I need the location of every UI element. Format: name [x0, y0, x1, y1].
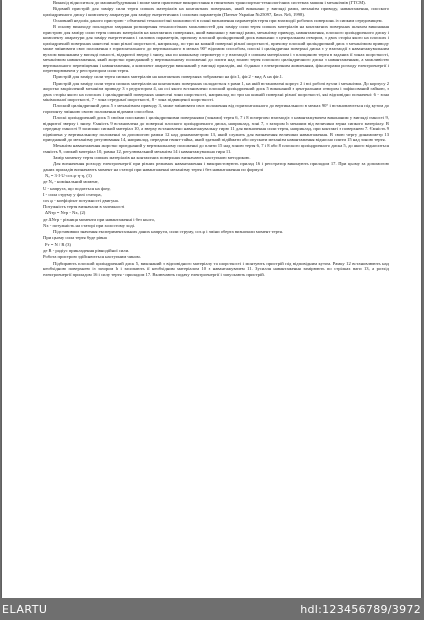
- paragraph: Пристрій для заміру сили тертя сипких матеріалів на контактних поверхнях зображено на фіг.1, фіг.2 - вид А на фіг.1.: [53, 74, 284, 80]
- paragraph: Винахід відноситься до машинобудування і може мати практичне використання в гвинтових транспортно-технологічних системах машин і механізмів (ГТСМ).: [53, 0, 366, 5]
- paragraph: U - напруга, що подається на фазу,: [43, 185, 111, 191]
- paragraph: Замір моменту тертя сипких матеріалів на контактних поверхнях визначають наступною методикою.: [53, 155, 251, 161]
- paragraph: де ΔNтр - різниця моменти при навантаженні і без нього,: [43, 216, 156, 222]
- paragraph: Підбирають плоский циліндричний диск 5, виконаний з відповідного матеріалу та шорсткості і монтують пристрій під відповідним кутом. Рамку 12 встановлюють над необхідною поверхнею із зазором h і засипають її необхідним матеріалом 10 з навантажувачем 11. Зусилля навантаження замірюють по стрілках ваги 13, а розхід електроенергії приладом 16 і силу тертя - приладом 17. Включають подачу електроенергії і запускають пристрій.: [43, 260, 389, 277]
- paragraph: Підставивши значення експериментальних даних напруги, сили струму, cos φ і зміни оберта визначали момент тертя.: [53, 229, 284, 235]
- formula-line: Nₒ = 3·I·U·cos φ·η·η, (1): [45, 172, 92, 178]
- paragraph: При цьому сила тертя буде рівна: [43, 235, 107, 241]
- paragraph: В основу винаходу покладено завдання розширення технологічних можливостей для заміру сили тертя сипких матеріалів на контактних поверхнях шляхом виконання пристрою для заміру сили тертя сипких матеріалів на контактних поверхнях, який виконано у вигляді рами, механізму приводу, навантаження, плоского циліндричного диску і комплекту апаратури для заміру енергетичних і силових параметрів, причому плоский циліндричний диск виконано з центральним отвором, з двох сторін якого на плоских і циліндричній поверхнях нанесені зони різної шорсткості, наприклад, по три на кожній поверхні різної шорсткості, причому плоский циліндричний диск з механізмом приводу може змінювати своє положення з горизонтального до вертикального в межах 90° відомим способом, плоскі і циліндрична поверхні диска є у взаємодії з навантажувальним вузлом виконаним у вигляді ємності, відкритої зверху і знизу, яка по нижньому периметру є у взаємодії з сипким матеріалом і з площиною тертя в заданих її зонах шорсткості, механізмом навантаження, який жорстко приєднаний у вертикальному положенні до плити над зоною тертя плоского циліндричного диска з навантаженням, а можливістю вертикального переміщення і навантаження, а комплект апаратури виконаний у вигляді приладів, які з'єднано з електричним живленням, фіксаторами розходу електроенергії і перетворювачем у реєстратором сили тертя.: [43, 23, 389, 74]
- repository-label: ELARTU: [2, 603, 48, 616]
- document-page: [2, 0, 421, 598]
- paragraph: Nх - потужність на статорі при холостому ході.: [43, 222, 136, 228]
- paragraph: I - сила струму у фазі статора,: [43, 191, 102, 197]
- paragraph: Для визначення розходу електроенергії при різних режимах навантаження і використовують прилад 16 і реєстратор виконують приладом 17. При цьому за допомогою даних приладів визначають момент на статорі при навантаженні механізму тертя і без навантаження по формулі: [43, 161, 389, 172]
- paragraph: Механізм навантаження жорстко приєднаний у вертикальному положенні до плити 15 над зоною тертя 6, 7 і 8 або 8 плоского циліндричного диска 5, до якого відноситься ємність 9, сипкий матеріал 10, рамка 12, регулювальний механізм 14 і навантажувальна гиря 11.: [43, 143, 389, 154]
- paragraph: Робота пристрою здійснюється наступним чином.: [43, 254, 141, 260]
- paragraph: Плоскі циліндричний диск 5 своїми плоскими і циліндричними поверхнями (зонами) тертя 6, 7 і 8 почергово взаємодіє з навантажувачем виконаним у вигляді ємності 9, відкритої зверху і знизу. Ємність 9 встановлена до поверхні плоского циліндричного диска, наприклад, зоні 7, з зазором h меншим від величини зерна сипкого матеріалу. В середину ємності 9 засипано сипкий матеріал 10, а зверху встановлено навантажувальну гирю 11 для визначення сили тертя, наприклад, при контакті з поверхнею 7. Ємність 9 підвішена у вертикальному положенні за допомогою рамки 12 над динамометром 13, який служить для визначення величини навантаження. В свою чергу динамометр 13 приєднаний до механізму регулювання 14, наприклад, передачи гвинт-гайка, який здатний підіймати або опускати механізм навантаження відносно плити 15 над зоною тертя.: [43, 115, 389, 143]
- paragraph: Плоский циліндричний диск 5 з механізмом приводу 3, може змінювати своє положення від горизонтального до вертикального в межах 90° і встановлюється під кутом до горизонту змінною своєю положення відомим способом.: [43, 103, 389, 114]
- document-body: [43, 0, 389, 278]
- paragraph: де Nₒ - номінальний момент,: [43, 179, 99, 185]
- paragraph: Потужність тертя визначали в залежності: [43, 204, 125, 210]
- handle-identifier[interactable]: hdl:123456789/3972: [300, 603, 421, 616]
- paragraph: Відомий пристрій для заміру сили тертя сипких матеріалів на контактних поверхнях, який виконано у вигляді рами, механізм приводу, навантаження, плоского циліндричного диску і комплекту апаратури для заміру енергетичних і силових параметрів (Патент України №25097, Бюл. №6, 1998).: [43, 6, 389, 17]
- paragraph: Пристрій для заміру сили тертя сипких матеріалів на контактних поверхнях складається з рами 1, на якій встановлені корпус 2 і всі робочі вузли і механізми. До корпусу 2 жорстко закріплений механізм приводу 3 з редуктором 4, на осі якого встановлено плоский циліндричний диск 5 виконаний з центральним отвором і зафіксований гайкою, з двох сторін якого на плоских і циліндричній поверхнях нанесені зони шорсткості, наприклад по три на кожній поверхні різної шорсткості, які відповідно позначені: 6 - зона мінімальної шорсткості, 7 - зона середньої шорсткості, 8 - зона підвищеної шорсткості.: [43, 80, 389, 103]
- paragraph: Основний недолік даного пристрою - обмежені технологічні можливості в плані визначення параметрів тертя при взаємодії робочих поверхонь із сипким середовищем.: [53, 17, 383, 23]
- paragraph: де R - радіус прикладення рівнодійної сили.: [43, 248, 130, 254]
- paragraph: cos φ - коефіцієнт потужності двигуна.: [43, 197, 119, 203]
- formula-line: ΔNтр = Nтр - Nх, (2): [45, 210, 86, 216]
- viewer-footer: [0, 598, 424, 620]
- formula-line: Fт = N / R (3): [45, 241, 71, 247]
